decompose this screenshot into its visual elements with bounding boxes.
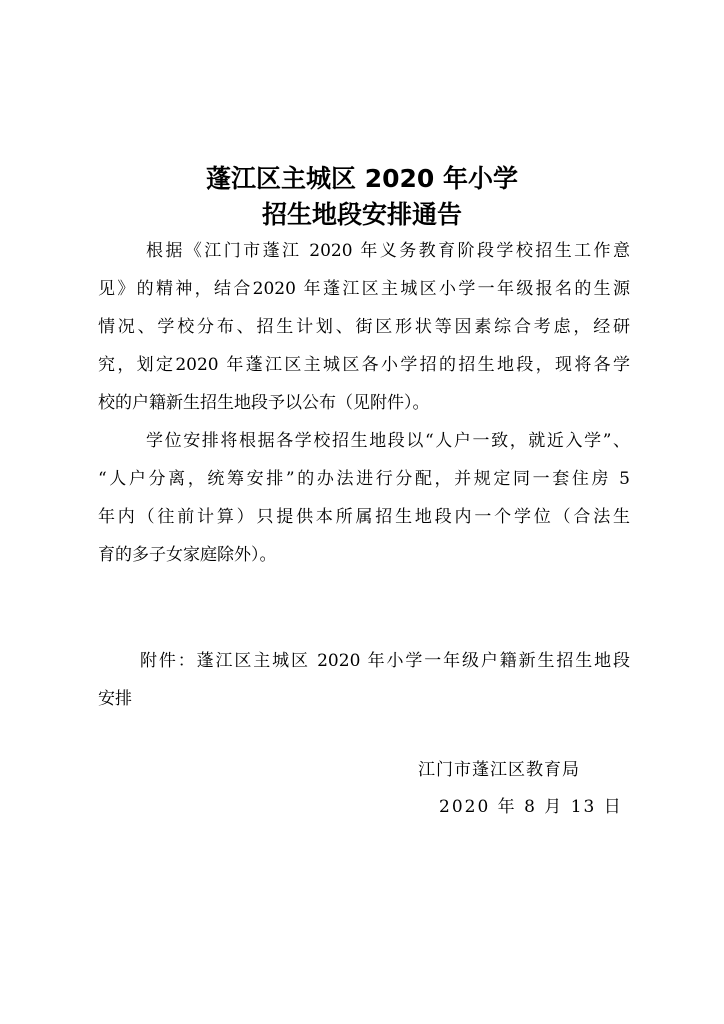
title-line-1: 蓬江区主城区 2020 年小学 xyxy=(206,164,518,193)
paragraph-2-line-3: 年内（往前计算）只提供本所属招生地段内一个学位（合法生 xyxy=(98,507,630,527)
title-line-2: 招生地段安排通告 xyxy=(261,200,462,229)
issuer-name: 江门市蓬江区教育局 xyxy=(418,760,580,780)
paragraph-2-line-4: 育的多子女家庭除外）。 xyxy=(98,545,277,565)
paragraph-2-line-1: 学位安排将根据各学校招生地段以“人户一致，就近入学”、 xyxy=(146,431,630,451)
paragraph-1-line-3: 情况、学校分布、招生计划、街区形状等因素综合考虑，经研 xyxy=(98,317,630,337)
paragraph-2-line-2: “人户分离，统筹安排”的办法进行分配，并规定同一套住房 5 xyxy=(98,469,630,489)
paragraph-1-line-4: 究，划定2020 年蓬江区主城区各小学招的招生地段，现将各学 xyxy=(98,355,630,375)
attachment-line-1: 附件：蓬江区主城区 2020 年小学一年级户籍新生招生地段 xyxy=(140,651,630,671)
paragraph-1-line-2: 见》的精神，结合2020 年蓬江区主城区小学一年级报名的生源 xyxy=(98,279,630,299)
issue-date: 2020 年 8 月 13 日 xyxy=(439,797,623,817)
paragraph-1-line-5: 校的户籍新生招生地段予以公布（见附件）。 xyxy=(98,393,430,413)
attachment-line-2: 安排 xyxy=(98,689,132,709)
paragraph-1-line-1: 根据《江门市蓬江 2020 年义务教育阶段学校招生工作意 xyxy=(146,241,630,261)
